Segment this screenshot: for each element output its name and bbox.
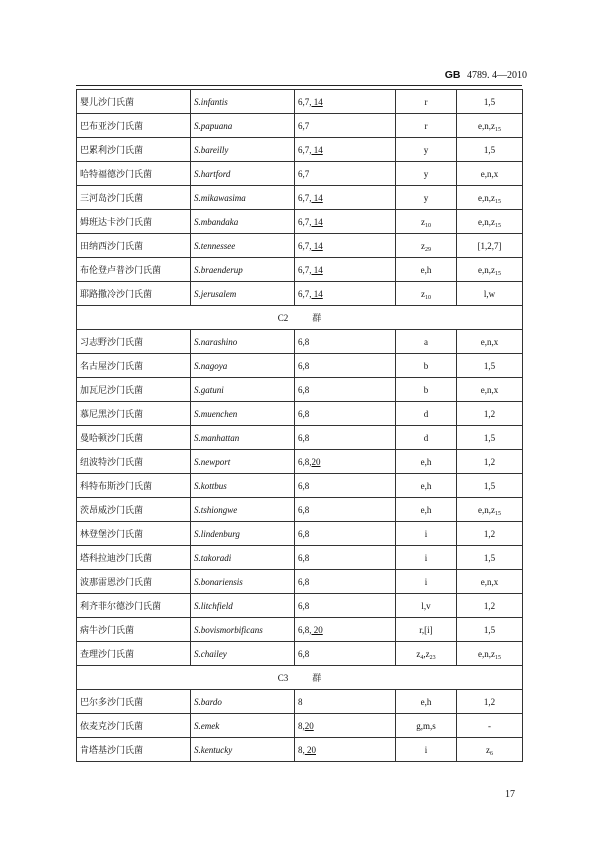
text-part: z	[416, 648, 421, 659]
h-antigen-phase1-cell: i	[396, 546, 457, 570]
scientific-name-cell: S.bareilly	[191, 138, 295, 162]
h-antigen-phase1-cell: g,m,s	[396, 714, 457, 738]
o-antigen-underlined: 20	[311, 624, 323, 635]
text-part: z	[486, 744, 490, 755]
chinese-name-cell: 婴儿沙门氏菌	[77, 90, 191, 114]
chinese-name-cell: 耶路撒冷沙门氏菌	[77, 282, 191, 306]
table-row	[77, 234, 523, 258]
chinese-name-cell: 慕尼黑沙门氏菌	[77, 402, 191, 426]
o-antigen-text: 8	[298, 696, 303, 707]
o-antigen-underlined: 14	[311, 144, 323, 155]
table-row	[77, 282, 523, 306]
table-row	[77, 474, 523, 498]
subscript: 15	[495, 198, 501, 205]
o-antigen-cell	[295, 426, 396, 450]
group-label: C2	[277, 313, 289, 323]
chinese-name-cell: 名古屋沙门氏菌	[77, 354, 191, 378]
o-antigen-cell	[295, 546, 396, 570]
h-antigen-phase2-cell	[457, 714, 523, 738]
o-antigen-cell	[295, 522, 396, 546]
table-row	[77, 378, 523, 402]
scientific-name-cell: S.braenderup	[191, 258, 295, 282]
h-antigen-phase2-cell	[457, 282, 523, 306]
h-antigen-phase1-cell: y	[396, 138, 457, 162]
h-antigen-phase2-cell	[457, 138, 523, 162]
table-row	[77, 330, 523, 354]
chinese-name-cell: 林登堡沙门氏菌	[77, 522, 191, 546]
chinese-name-cell: 巴布亚沙门氏菌	[77, 114, 191, 138]
o-antigen-text: 6,8	[298, 528, 310, 539]
o-antigen-text: 6,7,	[298, 192, 312, 203]
o-antigen-cell	[295, 402, 396, 426]
table-row	[77, 498, 523, 522]
chinese-name-cell: 肯塔基沙门氏菌	[77, 738, 191, 762]
text-part: 1,2	[483, 696, 496, 707]
o-antigen-cell	[295, 570, 396, 594]
h-antigen-phase2-cell	[457, 594, 523, 618]
group-word: 群	[312, 313, 322, 323]
scientific-name-cell: S.litchfield	[191, 594, 295, 618]
text-part: e,n,z	[478, 264, 495, 275]
text-part: 1,5	[483, 144, 496, 155]
scientific-name-cell: S.manhattan	[191, 426, 295, 450]
o-antigen-text: 6,8	[298, 360, 310, 371]
scientific-name-cell: S.infantis	[191, 90, 295, 114]
text-part: z	[421, 240, 425, 251]
text-part: 1,5	[483, 432, 496, 443]
text-part: [1,2,7]	[477, 240, 502, 251]
o-antigen-cell	[295, 594, 396, 618]
o-antigen-cell	[295, 618, 396, 642]
scientific-name-cell: S.bardo	[191, 690, 295, 714]
subscript: 15	[495, 270, 501, 277]
o-antigen-cell	[295, 90, 396, 114]
subscript: 15	[495, 510, 501, 517]
o-antigen-text: 6,8	[298, 648, 310, 659]
table-row	[77, 426, 523, 450]
o-antigen-cell	[295, 282, 396, 306]
o-antigen-text: 6,7	[298, 168, 310, 179]
chinese-name-cell: 曼哈顿沙门氏菌	[77, 426, 191, 450]
o-antigen-text: 6,8	[298, 600, 310, 611]
text-part: e,n,z	[478, 192, 495, 203]
scientific-name-cell: S.lindenburg	[191, 522, 295, 546]
text-part: e,n,x	[480, 384, 499, 395]
scientific-name-cell: S.bovismorbificans	[191, 618, 295, 642]
h-antigen-phase2-cell	[457, 234, 523, 258]
text-part: z	[421, 288, 425, 299]
text-part: e,n,x	[480, 168, 499, 179]
o-antigen-cell	[295, 186, 396, 210]
text-part: e,n,z	[478, 120, 495, 131]
chinese-name-cell: 习志野沙门氏菌	[77, 330, 191, 354]
scientific-name-cell: S.papuana	[191, 114, 295, 138]
scientific-name-cell: S.nagoya	[191, 354, 295, 378]
table-row	[77, 570, 523, 594]
h-antigen-phase1-cell: l,v	[396, 594, 457, 618]
chinese-name-cell: 哈特福德沙门氏菌	[77, 162, 191, 186]
o-antigen-underlined: 14	[311, 216, 323, 227]
chinese-name-cell: 依麦克沙门氏菌	[77, 714, 191, 738]
chinese-name-cell: 纽波特沙门氏菌	[77, 450, 191, 474]
group-header-row	[77, 666, 523, 690]
scientific-name-cell: S.emek	[191, 714, 295, 738]
table-row	[77, 618, 523, 642]
standard-header	[445, 69, 527, 81]
o-antigen-text: 6,8	[298, 432, 310, 443]
h-antigen-phase2-cell	[457, 162, 523, 186]
h-antigen-phase1-cell	[396, 234, 457, 258]
h-antigen-phase1-cell: e,h	[396, 258, 457, 282]
o-antigen-text: 6,7,	[298, 264, 312, 275]
scientific-name-cell: S.mikawasima	[191, 186, 295, 210]
o-antigen-underlined: 14	[311, 288, 323, 299]
text-part: 1,5	[483, 96, 496, 107]
h-antigen-phase2-cell	[457, 498, 523, 522]
h-antigen-phase2-cell	[457, 402, 523, 426]
o-antigen-cell	[295, 354, 396, 378]
chinese-name-cell: 利齐菲尔德沙门氏菌	[77, 594, 191, 618]
h-antigen-phase1-cell: i	[396, 738, 457, 762]
h-antigen-phase1-cell: i	[396, 570, 457, 594]
o-antigen-text: 6,7,	[298, 96, 312, 107]
o-antigen-text: 6,8	[298, 336, 310, 347]
o-antigen-cell	[295, 690, 396, 714]
subscript: 29	[425, 246, 431, 253]
chinese-name-cell: 病牛沙门氏菌	[77, 618, 191, 642]
o-antigen-cell	[295, 498, 396, 522]
h-antigen-phase1-cell: y	[396, 162, 457, 186]
o-antigen-text: 8,	[298, 720, 305, 731]
o-antigen-text: 6,8	[298, 552, 310, 563]
h-antigen-phase2-cell	[457, 450, 523, 474]
h-antigen-phase1-cell: r,[i]	[396, 618, 457, 642]
h-antigen-phase2-cell	[457, 522, 523, 546]
scientific-name-cell: S.gatuni	[191, 378, 295, 402]
o-antigen-text: 6,7,	[298, 240, 312, 251]
scientific-name-cell: S.mbandaka	[191, 210, 295, 234]
text-part: z	[421, 216, 425, 227]
chinese-name-cell: 波那雷恩沙门氏菌	[77, 570, 191, 594]
o-antigen-text: 6,8	[298, 480, 310, 491]
subscript: 10	[425, 222, 431, 229]
h-antigen-phase1-cell: b	[396, 378, 457, 402]
table-row	[77, 690, 523, 714]
chinese-name-cell: 田纳西沙门氏菌	[77, 234, 191, 258]
h-antigen-phase2-cell	[457, 474, 523, 498]
scientific-name-cell: S.newport	[191, 450, 295, 474]
serotype-table-body	[77, 90, 523, 762]
group-header-row	[77, 306, 523, 330]
h-antigen-phase1-cell	[396, 282, 457, 306]
table-row	[77, 258, 523, 282]
table-row	[77, 186, 523, 210]
subscript: 15	[495, 126, 501, 133]
h-antigen-phase2-cell	[457, 186, 523, 210]
scientific-name-cell: S.takoradi	[191, 546, 295, 570]
o-antigen-text: 6,8	[298, 408, 310, 419]
h-antigen-phase1-cell: r	[396, 90, 457, 114]
table-row	[77, 738, 523, 762]
h-antigen-phase2-cell	[457, 210, 523, 234]
subscript: 10	[425, 294, 431, 301]
text-part: l,w	[483, 288, 496, 299]
o-antigen-underlined: 14	[311, 240, 323, 251]
h-antigen-phase1-cell: e,h	[396, 474, 457, 498]
scientific-name-cell: S.tennessee	[191, 234, 295, 258]
text-part: 1,2	[483, 456, 496, 467]
table-row	[77, 402, 523, 426]
o-antigen-underlined: 14	[311, 96, 323, 107]
text-part: e,n,x	[480, 576, 499, 587]
h-antigen-phase1-cell: d	[396, 402, 457, 426]
subscript: 23	[429, 654, 436, 661]
table-row	[77, 450, 523, 474]
o-antigen-cell	[295, 714, 396, 738]
serotype-table	[76, 89, 523, 762]
standard-number: 4789. 4—2010	[467, 70, 527, 81]
subscript: 4	[420, 654, 424, 661]
o-antigen-text: 6,8,	[298, 624, 312, 635]
o-antigen-text: 6,7	[298, 120, 310, 131]
text-part: 1,5	[483, 552, 496, 563]
o-antigen-cell	[295, 234, 396, 258]
scientific-name-cell: S.muenchen	[191, 402, 295, 426]
subscript: 15	[495, 222, 501, 229]
o-antigen-cell	[295, 138, 396, 162]
text-part: -	[488, 720, 491, 731]
h-antigen-phase1-cell	[396, 642, 457, 666]
text-part: 1,2	[483, 600, 496, 611]
o-antigen-text: 6,8	[298, 384, 310, 395]
h-antigen-phase2-cell	[457, 618, 523, 642]
text-part: 1,5	[483, 480, 496, 491]
o-antigen-text: 6,7,	[298, 288, 312, 299]
table-row	[77, 162, 523, 186]
subscript: 15	[495, 654, 501, 661]
scientific-name-cell: S.kottbus	[191, 474, 295, 498]
standard-code: GB	[444, 69, 461, 81]
h-antigen-phase2-cell	[457, 258, 523, 282]
chinese-name-cell: 科特布斯沙门氏菌	[77, 474, 191, 498]
text-part: e,n,z	[478, 216, 495, 227]
o-antigen-underlined: 20	[304, 744, 316, 755]
scientific-name-cell: S.tshiongwe	[191, 498, 295, 522]
h-antigen-phase1-cell: b	[396, 354, 457, 378]
table-row	[77, 642, 523, 666]
o-antigen-cell	[295, 210, 396, 234]
h-antigen-phase1-cell: e,h	[396, 690, 457, 714]
h-antigen-phase2-cell	[457, 378, 523, 402]
o-antigen-cell	[295, 450, 396, 474]
h-antigen-phase1-cell: a	[396, 330, 457, 354]
o-antigen-underlined: 14	[311, 192, 323, 203]
scientific-name-cell: S.jerusalem	[191, 282, 295, 306]
text-part: e,n,z	[478, 648, 495, 659]
table-row	[77, 354, 523, 378]
h-antigen-phase2-cell	[457, 642, 523, 666]
h-antigen-phase2-cell	[457, 690, 523, 714]
o-antigen-cell	[295, 162, 396, 186]
table-row	[77, 210, 523, 234]
o-antigen-cell	[295, 114, 396, 138]
o-antigen-text: 6,8	[298, 504, 310, 515]
h-antigen-phase2-cell	[457, 90, 523, 114]
h-antigen-phase1-cell	[396, 210, 457, 234]
o-antigen-underlined: 20	[311, 456, 321, 467]
chinese-name-cell: 巴尔多沙门氏菌	[77, 690, 191, 714]
o-antigen-text: 6,7,	[298, 144, 312, 155]
chinese-name-cell: 查理沙门氏菌	[77, 642, 191, 666]
chinese-name-cell: 三河岛沙门氏菌	[77, 186, 191, 210]
table-row	[77, 714, 523, 738]
o-antigen-cell	[295, 738, 396, 762]
table-row	[77, 90, 523, 114]
h-antigen-phase1-cell: y	[396, 186, 457, 210]
chinese-name-cell: 茨昂威沙门氏菌	[77, 498, 191, 522]
text-part: e,n,x	[480, 336, 499, 347]
text-part: ,z	[423, 648, 430, 659]
page-number: 17	[505, 789, 515, 800]
text-part: 1,5	[483, 360, 496, 371]
scientific-name-cell: S.kentucky	[191, 738, 295, 762]
h-antigen-phase1-cell: d	[396, 426, 457, 450]
table-row	[77, 594, 523, 618]
h-antigen-phase1-cell: e,h	[396, 498, 457, 522]
h-antigen-phase2-cell	[457, 330, 523, 354]
table-row	[77, 546, 523, 570]
h-antigen-phase2-cell	[457, 570, 523, 594]
scientific-name-cell: S.bonariensis	[191, 570, 295, 594]
o-antigen-cell	[295, 258, 396, 282]
group-label: C3	[277, 673, 289, 683]
o-antigen-text: 8,	[298, 744, 305, 755]
h-antigen-phase1-cell: i	[396, 522, 457, 546]
o-antigen-cell	[295, 474, 396, 498]
chinese-name-cell: 加瓦尼沙门氏菌	[77, 378, 191, 402]
text-part: 1,2	[483, 528, 496, 539]
scientific-name-cell: S.chailey	[191, 642, 295, 666]
chinese-name-cell: 姆班达卡沙门氏菌	[77, 210, 191, 234]
text-part: 1,5	[483, 624, 496, 635]
scientific-name-cell: S.hartford	[191, 162, 295, 186]
group-header-cell	[77, 666, 523, 690]
h-antigen-phase2-cell	[457, 738, 523, 762]
text-part: 1,2	[483, 408, 496, 419]
h-antigen-phase1-cell: r	[396, 114, 457, 138]
h-antigen-phase2-cell	[457, 114, 523, 138]
chinese-name-cell: 布伦登卢普沙门氏菌	[77, 258, 191, 282]
o-antigen-cell	[295, 330, 396, 354]
subscript: 6	[490, 750, 493, 757]
text-part: e,n,z	[478, 504, 495, 515]
header-rule	[76, 85, 522, 86]
group-word: 群	[312, 673, 322, 683]
o-antigen-text: 6,7,	[298, 216, 312, 227]
group-header-cell	[77, 306, 523, 330]
table-row	[77, 138, 523, 162]
h-antigen-phase1-cell: e,h	[396, 450, 457, 474]
table-row	[77, 114, 523, 138]
table-row	[77, 522, 523, 546]
h-antigen-phase2-cell	[457, 426, 523, 450]
chinese-name-cell: 塔科拉迪沙门氏菌	[77, 546, 191, 570]
chinese-name-cell: 巴累利沙门氏菌	[77, 138, 191, 162]
h-antigen-phase2-cell	[457, 546, 523, 570]
o-antigen-underlined: 20	[304, 720, 314, 731]
o-antigen-underlined: 14	[311, 264, 323, 275]
scientific-name-cell: S.narashino	[191, 330, 295, 354]
o-antigen-cell	[295, 378, 396, 402]
o-antigen-cell	[295, 642, 396, 666]
h-antigen-phase2-cell	[457, 354, 523, 378]
o-antigen-text: 6,8,	[298, 456, 312, 467]
o-antigen-text: 6,8	[298, 576, 310, 587]
